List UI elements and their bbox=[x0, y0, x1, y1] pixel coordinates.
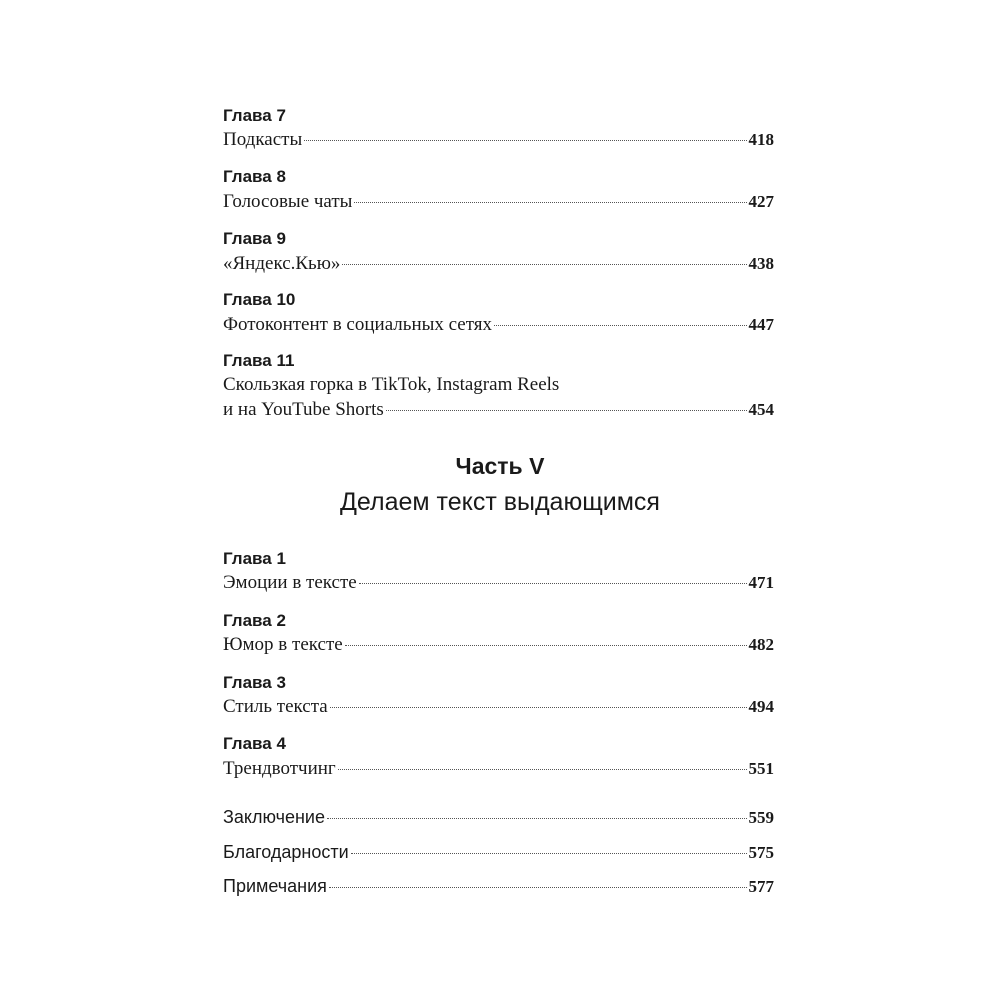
toc-entry[interactable] bbox=[223, 313, 774, 337]
toc-entry-title: Трендвотчинг bbox=[223, 758, 336, 779]
toc-entry[interactable] bbox=[223, 757, 774, 781]
dot-leader bbox=[338, 769, 747, 770]
dot-leader bbox=[327, 818, 747, 819]
chapter-label: Глава 1 bbox=[223, 549, 286, 568]
dot-leader bbox=[304, 140, 746, 141]
dot-leader bbox=[345, 645, 747, 646]
toc-entry-page: 447 bbox=[748, 315, 774, 334]
toc-entry-page: 471 bbox=[748, 573, 774, 592]
toc-entry[interactable] bbox=[223, 398, 774, 422]
toc-entry-title: Эмоции в тексте bbox=[223, 572, 357, 593]
toc-entry[interactable] bbox=[223, 190, 774, 214]
toc-entry-title: и на YouTube Shorts bbox=[223, 399, 384, 420]
dot-leader bbox=[342, 264, 746, 265]
part-subtitle: Делаем текст выдающимся bbox=[340, 488, 660, 516]
toc-entry[interactable] bbox=[223, 633, 774, 657]
chapter-label: Глава 9 bbox=[223, 229, 286, 248]
toc-entry-title-line1: Скользкая горка в TikTok, Instagram Reels bbox=[223, 374, 560, 395]
toc-entry-page: 494 bbox=[748, 697, 774, 716]
dot-leader bbox=[351, 853, 747, 854]
dot-leader bbox=[354, 202, 746, 203]
chapter-label: Глава 8 bbox=[223, 167, 286, 186]
toc-entry-title: Благодарности bbox=[223, 842, 349, 862]
toc-entry-page: 575 bbox=[748, 843, 774, 862]
part-heading: Часть V bbox=[455, 453, 545, 479]
chapter-label: Глава 7 bbox=[223, 106, 286, 125]
toc-entry-page: 418 bbox=[748, 130, 774, 149]
toc-entry-title: Стиль текста bbox=[223, 696, 328, 717]
chapter-label: Глава 2 bbox=[223, 611, 286, 630]
toc-entry-title: Юмор в тексте bbox=[223, 634, 343, 655]
toc-entry-title: Фотоконтент в социальных сетях bbox=[223, 314, 493, 335]
toc-entry[interactable] bbox=[223, 571, 774, 595]
toc-entry-title: Голосовые чаты bbox=[223, 191, 353, 212]
toc-entry[interactable] bbox=[223, 252, 774, 276]
chapter-label: Глава 10 bbox=[223, 290, 296, 309]
toc-entry[interactable] bbox=[223, 874, 774, 899]
toc-entry-title: Подкасты bbox=[223, 129, 303, 150]
chapter-label: Глава 3 bbox=[223, 673, 286, 692]
toc-entry[interactable] bbox=[223, 128, 774, 152]
dot-leader bbox=[494, 325, 746, 326]
toc-entry-page: 454 bbox=[748, 400, 774, 419]
toc-entry[interactable] bbox=[223, 840, 774, 865]
chapter-label: Глава 11 bbox=[223, 351, 295, 370]
toc-entry[interactable] bbox=[223, 805, 774, 830]
toc-entry[interactable] bbox=[223, 695, 774, 719]
toc-entry-page: 427 bbox=[748, 192, 774, 211]
toc-entry-page: 482 bbox=[748, 635, 774, 654]
dot-leader bbox=[330, 707, 747, 708]
dot-leader bbox=[359, 583, 747, 584]
toc-entry-page: 438 bbox=[748, 254, 774, 273]
toc-entry-page: 577 bbox=[748, 877, 774, 896]
chapter-label: Глава 4 bbox=[223, 734, 286, 753]
toc-entry-title: Примечания bbox=[223, 876, 327, 896]
dot-leader bbox=[329, 887, 747, 888]
toc-entry-title: Заключение bbox=[223, 807, 325, 827]
toc-entry-page: 551 bbox=[748, 759, 774, 778]
toc-entry-title: «Яндекс.Кью» bbox=[223, 253, 341, 274]
dot-leader bbox=[386, 410, 747, 411]
toc-entry-page: 559 bbox=[748, 808, 774, 827]
